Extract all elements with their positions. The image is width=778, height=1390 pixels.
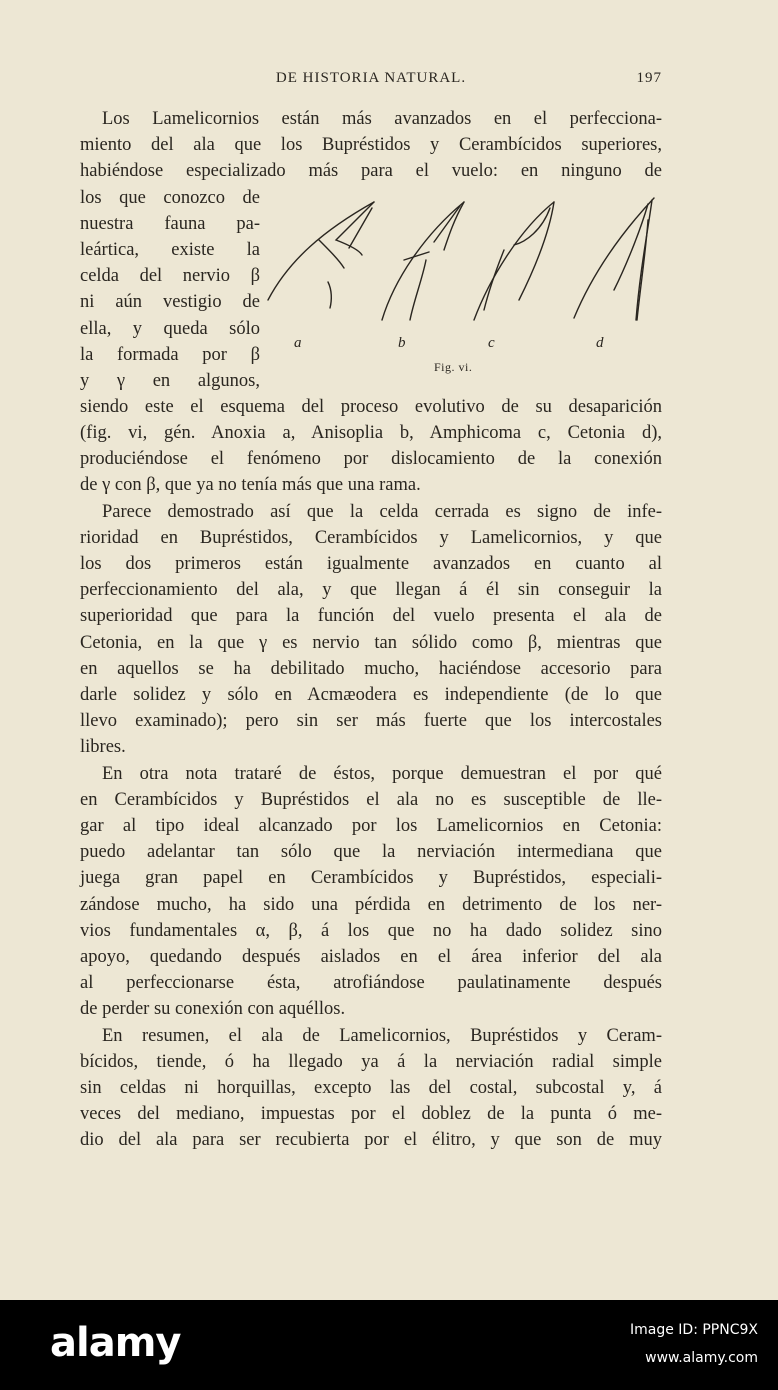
text-line: apoyo, quedando después aislados en el área inferior del ala	[80, 947, 662, 968]
site-url: www.alamy.com	[645, 1350, 758, 1366]
image-id-label: Image ID: PPNC9X	[629, 1322, 758, 1338]
text-line: rioridad en Bupréstidos, Cerambícidos y Lamelicornios, y que	[80, 527, 662, 548]
text-line: superioridad que para la función del vuelo presenta el ala de	[80, 606, 662, 627]
paragraph-1-continued	[80, 394, 662, 499]
text-line: al perfeccionarse ésta, atrofiándose paulatinamente después	[80, 973, 662, 994]
text-line: Parece demostrado así que la celda cerrada es signo de infe-	[102, 501, 662, 522]
paragraph-3	[80, 761, 662, 1023]
text-line: de perder su conexión con aquéllos.	[80, 999, 346, 1020]
text-line: vios fundamentales α, β, á los que no ha dado solidez sino	[80, 920, 662, 941]
page-number: 197	[636, 70, 662, 86]
alamy-logo: alamy	[50, 1320, 181, 1366]
text-line: sin celdas ni horquillas, excepto las del costal, subcostal y, á	[80, 1078, 662, 1098]
text-line: celda del nervio β	[80, 266, 260, 287]
paragraph-4	[80, 1023, 662, 1154]
text-line: juega gran papel en Cerambícidos y Bupréstidos, especiali-	[80, 868, 662, 889]
text-line: en aquellos se ha debilitado mucho, haciéndose accesorio para	[80, 658, 662, 679]
text-line: los dos primeros están igualmente avanzados en cuanto al	[80, 554, 662, 574]
text-line: habiéndose especializado más para el vuelo: en ninguno de	[80, 161, 662, 182]
watermark-banner	[0, 1300, 778, 1390]
figure-label-b: b	[398, 335, 406, 351]
text-line: ni aún vestigio de	[80, 292, 260, 313]
wing-venation-figure	[264, 190, 664, 390]
figure-label-a: a	[294, 335, 302, 351]
text-line: los que conozco de	[80, 187, 260, 208]
text-line: En otra nota trataré de éstos, porque demuestran el por qué	[102, 763, 662, 784]
text-line: miento del ala que los Bupréstidos y Cerambícidos superiores,	[80, 135, 662, 156]
running-title: DE HISTORIA NATURAL.	[275, 70, 467, 86]
text-line: siendo este el esquema del proceso evolutivo de su desaparición	[80, 396, 662, 417]
text-line: la formada por β	[80, 344, 260, 365]
text-line: (fig. vi, gén. Anoxia a, Anisoplia b, Amphicoma c, Cetonia d),	[80, 423, 662, 443]
text-line: dio del ala para ser recubierta por el élitro, y que son de muy	[80, 1130, 662, 1151]
text-line: En resumen, el ala de Lamelicornios, Bupréstidos y Ceram-	[102, 1025, 662, 1046]
text-line: perfeccionamiento del ala, y que llegan á él sin conseguir la	[80, 580, 662, 601]
text-line: zándose mucho, ha sido una pérdida en detrimento de los ner-	[80, 894, 662, 915]
figure-label-c: c	[488, 335, 495, 351]
text-line: gar al tipo ideal alcanzado por los Lamelicornios en Cetonia:	[80, 816, 662, 836]
text-line: Los Lamelicornios están más avanzados en el perfecciona-	[102, 109, 662, 129]
paragraph-1-wrapped	[80, 185, 260, 395]
text-line: bícidos, tiende, ó ha llegado ya á la nerviación radial simple	[80, 1051, 662, 1072]
paragraph-2	[80, 499, 662, 761]
text-line: de γ con β, que ya no tenía más que una rama.	[80, 475, 421, 496]
text-line: y γ en algunos,	[80, 371, 260, 392]
text-line: darle solidez y sólo en Acmæodera es independiente (de lo que	[80, 685, 662, 706]
paragraph-1-top	[80, 106, 662, 185]
running-header	[80, 70, 662, 92]
text-line: nuestra fauna pa-	[80, 213, 260, 234]
text-line: llevo examinado); pero sin ser más fuerte que los intercostales	[80, 711, 662, 732]
text-line: puedo adelantar tan sólo que la nerviación intermediana que	[80, 842, 662, 863]
text-line: Cetonia, en la que γ es nervio tan sólido como β, mientras que	[80, 632, 662, 653]
figure-caption: Fig. vi.	[434, 360, 473, 374]
text-line: ella, y queda sólo	[80, 318, 260, 339]
figure-label-d: d	[596, 335, 604, 351]
text-line: en Cerambícidos y Bupréstidos el ala no es susceptible de lle-	[80, 789, 662, 810]
text-line: libres.	[80, 737, 126, 758]
text-line: veces del mediano, impuestas por el doblez de la punta ó me-	[80, 1104, 662, 1125]
text-line: produciéndose el fenómeno por dislocamiento de la conexión	[80, 449, 662, 470]
text-line: leártica, existe la	[80, 240, 260, 260]
